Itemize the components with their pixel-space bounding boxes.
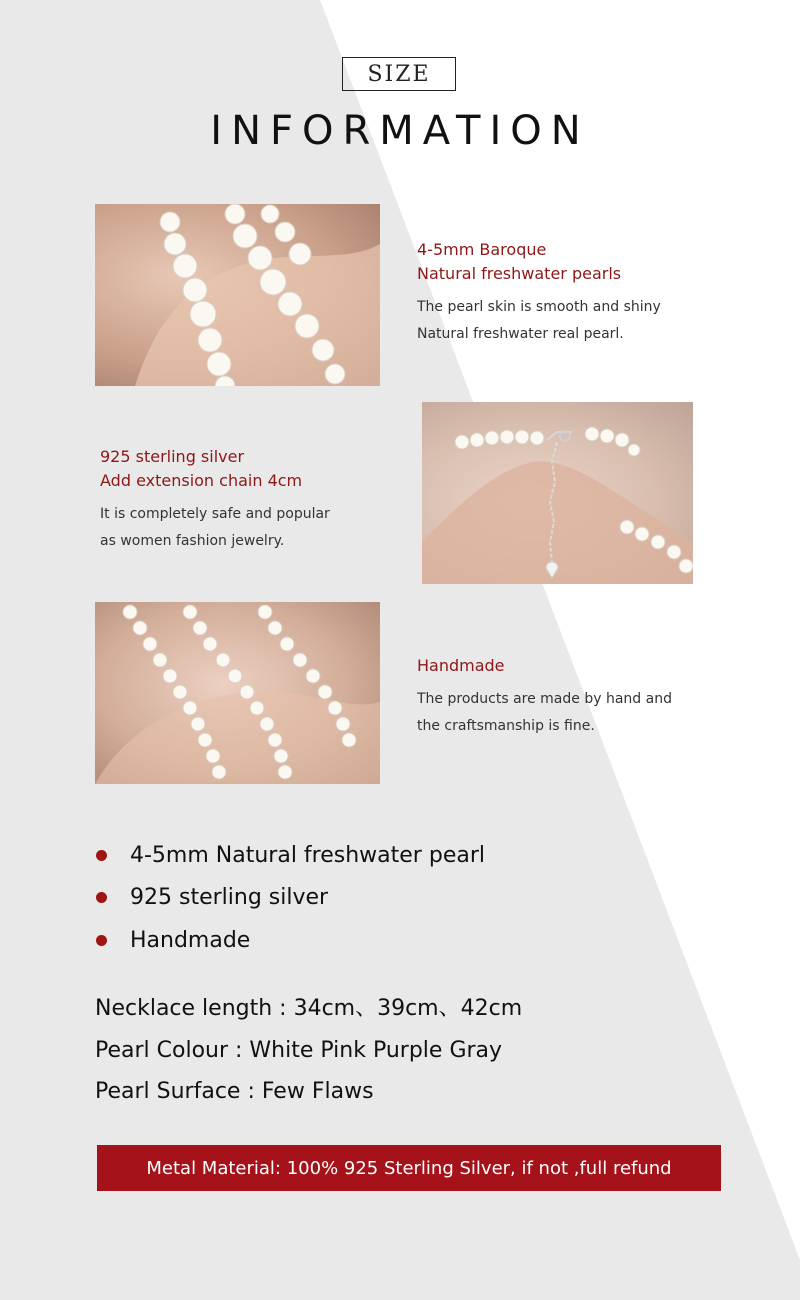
page-title: INFORMATION (210, 108, 590, 154)
list-item (96, 919, 696, 962)
feature-desc-line1: The pearl skin is smooth and shiny (417, 299, 661, 315)
feature-desc-line1: It is completely safe and popular (100, 506, 330, 522)
bullet-text: 4-5mm Natural freshwater pearl (130, 842, 485, 868)
feature-desc-line2: Natural freshwater real pearl. (417, 326, 624, 342)
spec-list (95, 988, 775, 1113)
feature-title-line2: Natural freshwater pearls (417, 264, 622, 283)
bullet-dot-icon (96, 850, 107, 861)
feature-description (417, 686, 717, 740)
feature-title-line2: Add extension chain 4cm (100, 471, 303, 490)
feature-desc-line2: the craftsmanship is fine. (417, 718, 595, 734)
feature-title: Handmade (417, 656, 505, 675)
spec-pearl-surface: Pearl Surface : Few Flaws (95, 1079, 374, 1104)
feature-baroque-pearls (417, 238, 717, 348)
list-item (96, 877, 696, 920)
feature-desc-line1: The products are made by hand and (417, 691, 672, 707)
feature-title: 925 sterling silver (100, 447, 245, 466)
pearl-photo-1 (95, 204, 380, 386)
spec-necklace-length: Necklace length : 34cm、39cm、42cm (95, 996, 523, 1021)
list-item (96, 834, 696, 877)
feature-desc-line2: as women fashion jewelry. (100, 533, 285, 549)
bullet-dot-icon (96, 935, 107, 946)
size-label-box (342, 57, 456, 91)
spec-pearl-colour: Pearl Colour : White Pink Purple Gray (95, 1037, 503, 1063)
feature-handmade (417, 654, 717, 740)
pearl-photo-2 (422, 402, 693, 584)
bullet-list (96, 834, 696, 962)
banner-text: Metal Material: 100% 925 Sterling Silver, if not ,full refund (146, 1157, 672, 1179)
pearl-photo-3 (95, 602, 380, 784)
size-label: SIZE (367, 61, 431, 87)
feature-description (417, 294, 717, 348)
feature-title: 4-5mm Baroque (417, 240, 547, 259)
metal-material-banner (97, 1145, 721, 1191)
bullet-text: Handmade (130, 927, 251, 953)
feature-description (100, 501, 390, 555)
feature-sterling-silver (100, 445, 390, 555)
bullet-dot-icon (96, 892, 107, 903)
bullet-text: 925 sterling silver (130, 885, 329, 911)
